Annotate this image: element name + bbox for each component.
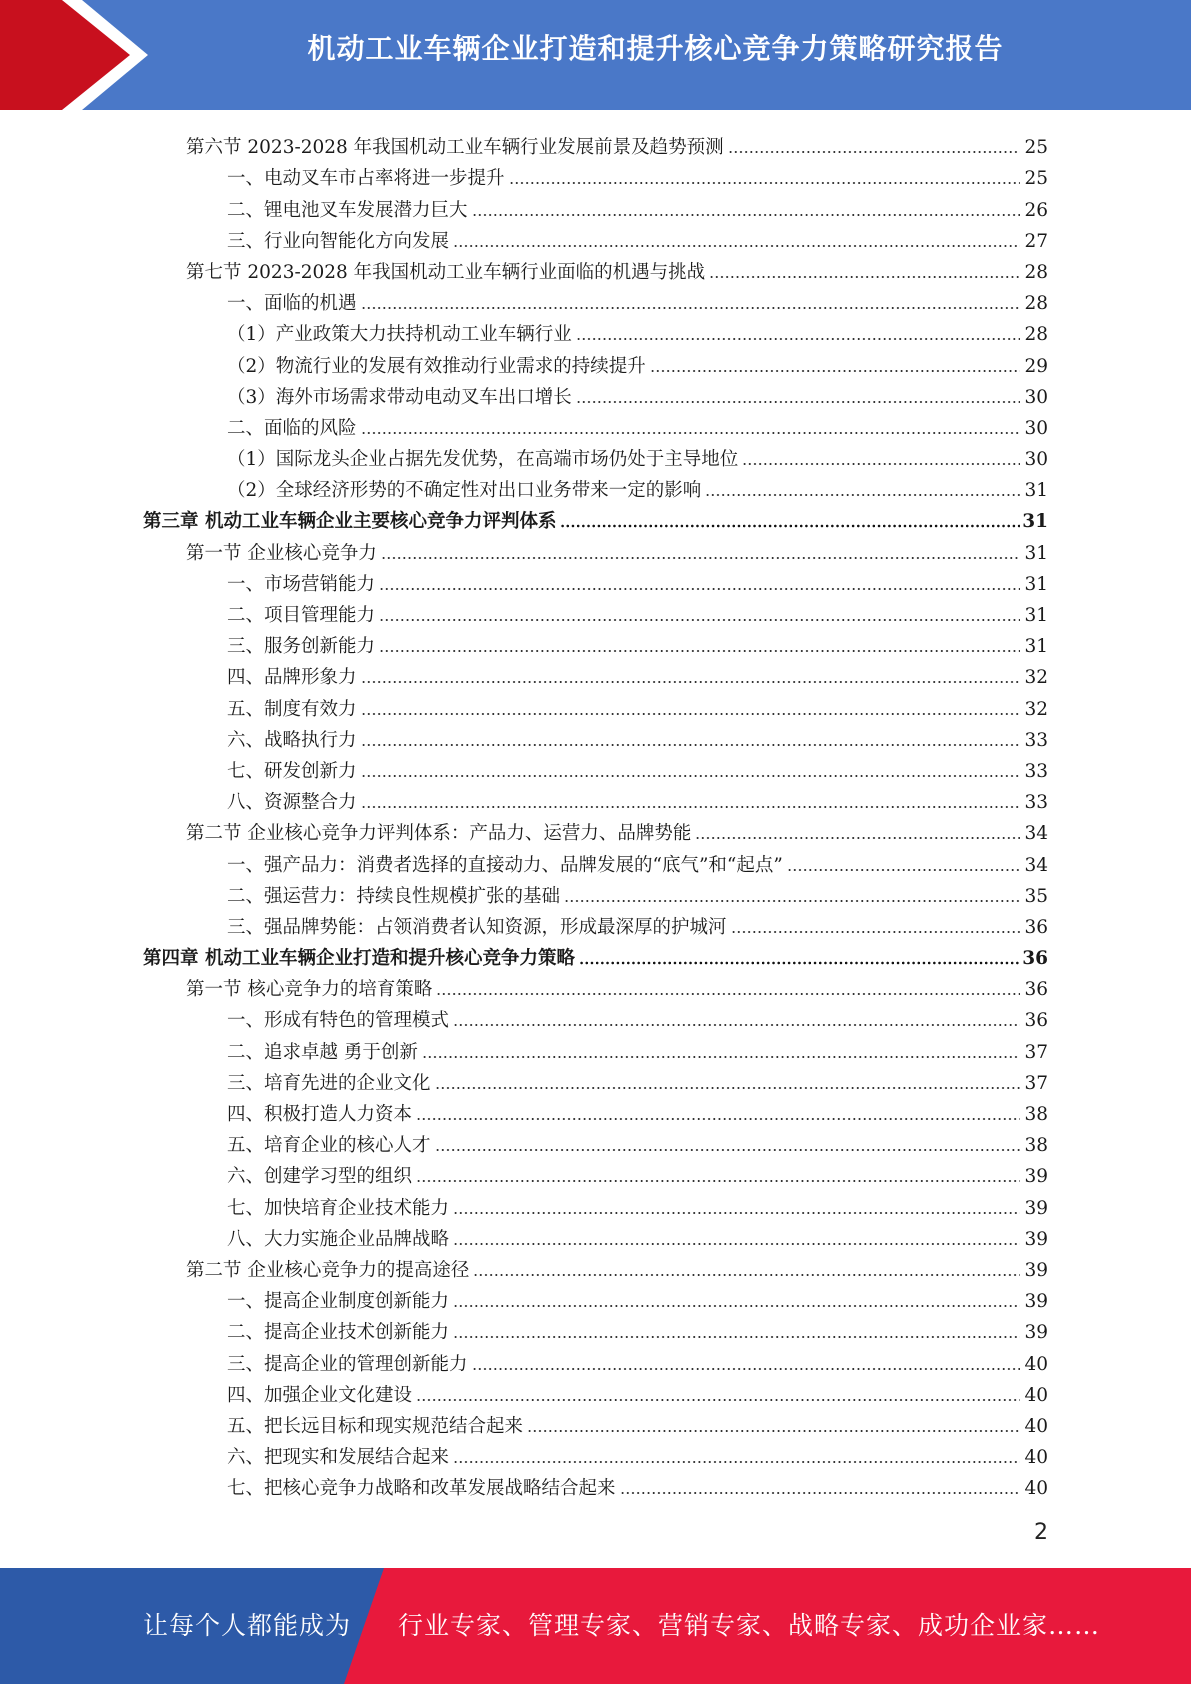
toc-dot-leader: [361, 306, 1020, 310]
toc-page-number: 33: [1024, 792, 1048, 814]
toc-dot-leader: [361, 680, 1020, 684]
toc-page-number: 39: [1024, 1259, 1048, 1281]
toc-dot-leader: [560, 524, 1020, 528]
toc-entry-title: 六、创建学习型的组织: [227, 1166, 413, 1188]
toc-page-number: 30: [1024, 449, 1048, 471]
toc-page-number: 36: [1022, 948, 1048, 970]
toc-entry-title: 一、面临的机遇: [227, 293, 357, 315]
toc-dot-leader: [527, 1429, 1020, 1433]
toc-page-number: 27: [1024, 230, 1048, 252]
toc-chapter-entry[interactable]: [0, 502, 1191, 533]
toc-subsection-entry[interactable]: [0, 1001, 1191, 1032]
toc-entry-title: 二、项目管理能力: [227, 605, 376, 626]
toc-entry-title: （1）国际龙头企业占据先发优势，在高端市场仍处于主导地位: [227, 449, 739, 471]
toc-dot-leader: [361, 431, 1020, 435]
toc-page-number: 31: [1024, 480, 1048, 502]
toc-page-number: 31: [1024, 605, 1048, 626]
toc-subsection-entry[interactable]: [0, 1157, 1191, 1188]
toc-dot-leader: [436, 992, 1020, 996]
toc-entry-title: 二、面临的风险: [227, 417, 357, 439]
toc-entry-title: （3）海外市场需求带动电动叉车出口增长: [227, 386, 572, 408]
toc-section-entry[interactable]: [0, 253, 1191, 284]
toc-subsection-entry[interactable]: [0, 721, 1191, 752]
toc-dot-leader: [453, 1242, 1020, 1246]
toc-subsection-entry[interactable]: [0, 1344, 1191, 1375]
toc-page-number: 40: [1024, 1478, 1048, 1500]
toc-entry-title: 三、强品牌势能：占领消费者认知资源，形成最深厚的护城河: [227, 916, 727, 938]
toc-dot-leader: [453, 1211, 1020, 1215]
toc-subsection-entry[interactable]: [0, 1032, 1191, 1063]
toc-page-number: 39: [1024, 1322, 1048, 1344]
toc-subsection-entry[interactable]: [0, 877, 1191, 908]
toc-subsection-entry[interactable]: [0, 190, 1191, 221]
toc-page-number: 36: [1024, 916, 1048, 938]
toc-subsection-entry[interactable]: [0, 1282, 1191, 1313]
toc-dot-leader: [620, 1491, 1020, 1495]
toc-subsection-entry[interactable]: [0, 1376, 1191, 1407]
toc-page-number: 39: [1024, 1291, 1048, 1313]
toc-subsection-entry[interactable]: [0, 1126, 1191, 1157]
toc-subsection-entry[interactable]: [0, 1220, 1191, 1251]
toc-dot-leader: [453, 1023, 1020, 1027]
toc-entry-title: 四、品牌形象力: [227, 667, 357, 689]
toc-subsection-entry[interactable]: [0, 1438, 1191, 1469]
toc-subsection-entry[interactable]: [0, 409, 1191, 440]
toc-section-entry[interactable]: [0, 128, 1191, 159]
page-number: 2: [1034, 1520, 1048, 1545]
toc-dot-leader: [509, 181, 1020, 185]
toc-subsection-entry[interactable]: [0, 1064, 1191, 1095]
toc-dot-leader: [361, 743, 1020, 747]
toc-dot-leader: [453, 244, 1020, 248]
toc-entry-title: 八、资源整合力: [227, 792, 357, 814]
toc-dot-leader: [379, 587, 1020, 591]
toc-entry-title: 二、强运营力：持续良性规模扩张的基础: [227, 885, 561, 907]
toc-entry-title: 五、把长远目标和现实规范结合起来: [227, 1415, 524, 1437]
toc-subsection-entry[interactable]: [0, 1313, 1191, 1344]
toc-page-number: 32: [1024, 698, 1048, 720]
toc-dot-leader: [453, 1304, 1020, 1308]
toc-subsection-entry[interactable]: [0, 1407, 1191, 1438]
toc-page-number: 39: [1024, 1166, 1048, 1188]
toc-page-number: 34: [1024, 823, 1048, 845]
toc-entry-title: 七、加快培育企业技术能力: [227, 1197, 450, 1219]
toc-page-number: 35: [1024, 885, 1048, 907]
toc-page-number: 40: [1024, 1384, 1048, 1406]
page-footer: [0, 1568, 1191, 1684]
toc-entry-title: 五、培育企业的核心人才: [227, 1135, 431, 1157]
toc-subsection-entry[interactable]: [0, 596, 1191, 627]
toc-page-number: 31: [1024, 573, 1048, 595]
toc-dot-leader: [472, 1367, 1020, 1371]
footer-slogan-left: 让每个人都能成为: [143, 1611, 352, 1640]
toc-entry-title: （1）产业政策大力扶持机动工业车辆行业: [227, 324, 572, 346]
toc-dot-leader: [453, 1335, 1020, 1339]
toc-entry-title: 五、制度有效力: [227, 698, 357, 720]
toc-dot-leader: [379, 618, 1020, 622]
toc-page-number: 31: [1024, 542, 1048, 564]
table-of-contents: [0, 128, 1191, 1500]
toc-dot-leader: [435, 1086, 1020, 1090]
toc-subsection-entry[interactable]: [0, 471, 1191, 502]
toc-dot-leader: [422, 1055, 1020, 1059]
toc-dot-leader: [695, 836, 1020, 840]
toc-dot-leader: [472, 213, 1020, 217]
toc-page-number: 28: [1024, 293, 1048, 315]
toc-page-number: 40: [1024, 1353, 1048, 1375]
toc-subsection-entry[interactable]: [0, 1188, 1191, 1219]
toc-page-number: 31: [1024, 636, 1048, 658]
toc-page-number: 39: [1024, 1197, 1048, 1219]
toc-dot-leader: [564, 899, 1020, 903]
toc-page-number: 33: [1024, 760, 1048, 782]
toc-entry-title: 八、大力实施企业品牌战略: [227, 1228, 450, 1250]
toc-page-number: 31: [1022, 511, 1048, 533]
toc-dot-leader: [742, 462, 1020, 466]
toc-dot-leader: [453, 1460, 1020, 1464]
toc-dot-leader: [787, 868, 1020, 872]
footer-slogan-right: 行业专家、管理专家、营销专家、战略专家、成功企业家……: [398, 1611, 1101, 1640]
toc-page-number: 28: [1024, 324, 1048, 346]
toc-entry-title: 二、锂电池叉车发展潜力巨大: [227, 199, 468, 221]
toc-page-number: 39: [1024, 1228, 1048, 1250]
toc-page-number: 34: [1024, 854, 1048, 876]
toc-page-number: 30: [1024, 417, 1048, 439]
toc-subsection-entry[interactable]: [0, 627, 1191, 658]
toc-dot-leader: [728, 150, 1020, 154]
toc-dot-leader: [473, 1273, 1020, 1277]
toc-entry-title: 第一节 企业核心竞争力: [186, 542, 377, 564]
toc-subsection-entry[interactable]: [0, 908, 1191, 939]
toc-subsection-entry[interactable]: [0, 783, 1191, 814]
toc-dot-leader: [361, 712, 1020, 716]
toc-dot-leader: [576, 400, 1020, 404]
toc-entry-title: 二、追求卓越 勇于创新: [227, 1041, 418, 1063]
toc-dot-leader: [361, 774, 1020, 778]
toc-subsection-entry[interactable]: [0, 440, 1191, 471]
toc-subsection-entry[interactable]: [0, 222, 1191, 253]
page-header: [0, 0, 1191, 110]
toc-page-number: 40: [1024, 1447, 1048, 1469]
toc-subsection-entry[interactable]: [0, 689, 1191, 720]
toc-page-number: 38: [1024, 1135, 1048, 1157]
toc-section-entry[interactable]: [0, 533, 1191, 564]
toc-entry-title: 二、提高企业技术创新能力: [227, 1322, 450, 1344]
toc-entry-title: 第六节 2023-2028 年我国机动工业车辆行业发展前景及趋势预测: [186, 137, 724, 159]
toc-dot-leader: [416, 1117, 1020, 1121]
toc-dot-leader: [579, 961, 1020, 965]
toc-entry-title: （2）物流行业的发展有效推动行业需求的持续提升: [227, 355, 646, 377]
toc-page-number: 25: [1024, 168, 1048, 190]
toc-dot-leader: [381, 556, 1020, 560]
toc-dot-leader: [709, 275, 1020, 279]
toc-page-number: 28: [1024, 261, 1048, 283]
toc-dot-leader: [361, 805, 1020, 809]
toc-page-number: 26: [1024, 199, 1048, 221]
toc-page-number: 25: [1024, 137, 1048, 159]
toc-entry-title: （2）全球经济形势的不确定性对出口业务带来一定的影响: [227, 480, 702, 502]
toc-subsection-entry[interactable]: [0, 159, 1191, 190]
toc-subsection-entry[interactable]: [0, 346, 1191, 377]
toc-entry-title: 三、服务创新能力: [227, 636, 376, 658]
toc-subsection-entry[interactable]: [0, 565, 1191, 596]
toc-subsection-entry[interactable]: [0, 658, 1191, 689]
toc-entry-title: 四、加强企业文化建设: [227, 1384, 413, 1406]
toc-entry-title: 三、培育先进的企业文化: [227, 1072, 431, 1094]
header-red-chevron: [0, 0, 148, 110]
toc-subsection-entry[interactable]: [0, 1095, 1191, 1126]
toc-entry-title: 第四章 机动工业车辆企业打造和提升核心竞争力策略: [143, 948, 575, 970]
toc-chapter-entry[interactable]: [0, 939, 1191, 970]
toc-entry-title: 一、形成有特色的管理模式: [227, 1010, 450, 1032]
toc-subsection-entry[interactable]: [0, 1469, 1191, 1500]
toc-dot-leader: [416, 1179, 1020, 1183]
toc-dot-leader: [379, 649, 1020, 653]
toc-page-number: 30: [1024, 386, 1048, 408]
toc-page-number: 36: [1024, 979, 1048, 1001]
toc-entry-title: 六、战略执行力: [227, 729, 357, 751]
toc-page-number: 29: [1024, 355, 1048, 377]
toc-entry-title: 一、市场营销能力: [227, 573, 376, 595]
toc-entry-title: 四、积极打造人力资本: [227, 1104, 413, 1125]
toc-entry-title: 六、把现实和发展结合起来: [227, 1447, 450, 1469]
toc-dot-leader: [705, 493, 1020, 497]
toc-entry-title: 三、提高企业的管理创新能力: [227, 1353, 468, 1375]
toc-entry-title: 第二节 企业核心竞争力评判体系：产品力、运营力、品牌势能: [186, 823, 692, 845]
report-title: 机动工业车辆企业打造和提升核心竞争力策略研究报告: [307, 32, 1004, 65]
toc-entry-title: 七、把核心竞争力战略和改革发展战略结合起来: [227, 1478, 616, 1500]
toc-entry-title: 一、强产品力：消费者选择的直接动力、品牌发展的“底气”和“起点”: [227, 854, 783, 876]
toc-section-entry[interactable]: [0, 1251, 1191, 1282]
toc-entry-title: 三、行业向智能化方向发展: [227, 230, 450, 252]
toc-page-number: 37: [1024, 1072, 1048, 1094]
toc-subsection-entry[interactable]: [0, 315, 1191, 346]
toc-dot-leader: [435, 1148, 1020, 1152]
toc-section-entry[interactable]: [0, 970, 1191, 1001]
toc-page-number: 36: [1024, 1010, 1048, 1032]
toc-subsection-entry[interactable]: [0, 378, 1191, 409]
toc-dot-leader: [650, 369, 1020, 373]
toc-dot-leader: [731, 930, 1020, 934]
toc-page-number: 33: [1024, 729, 1048, 751]
toc-subsection-entry[interactable]: [0, 845, 1191, 876]
toc-entry-title: 七、研发创新力: [227, 760, 357, 782]
toc-entry-title: 第七节 2023-2028 年我国机动工业车辆行业面临的机遇与挑战: [186, 261, 706, 283]
toc-entry-title: 第二节 企业核心竞争力的提高途径: [186, 1259, 470, 1281]
toc-subsection-entry[interactable]: [0, 284, 1191, 315]
toc-dot-leader: [416, 1398, 1020, 1402]
toc-entry-title: 一、电动叉车市占率将进一步提升: [227, 168, 505, 190]
toc-dot-leader: [576, 337, 1020, 341]
toc-entry-title: 一、提高企业制度创新能力: [227, 1291, 450, 1313]
toc-page-number: 38: [1024, 1104, 1048, 1125]
toc-entry-title: 第一节 核心竞争力的培育策略: [186, 979, 433, 1001]
toc-page-number: 37: [1024, 1041, 1048, 1063]
toc-entry-title: 第三章 机动工业车辆企业主要核心竞争力评判体系: [143, 511, 557, 533]
toc-section-entry[interactable]: [0, 814, 1191, 845]
toc-page-number: 40: [1024, 1415, 1048, 1437]
toc-page-number: 32: [1024, 667, 1048, 689]
toc-subsection-entry[interactable]: [0, 752, 1191, 783]
